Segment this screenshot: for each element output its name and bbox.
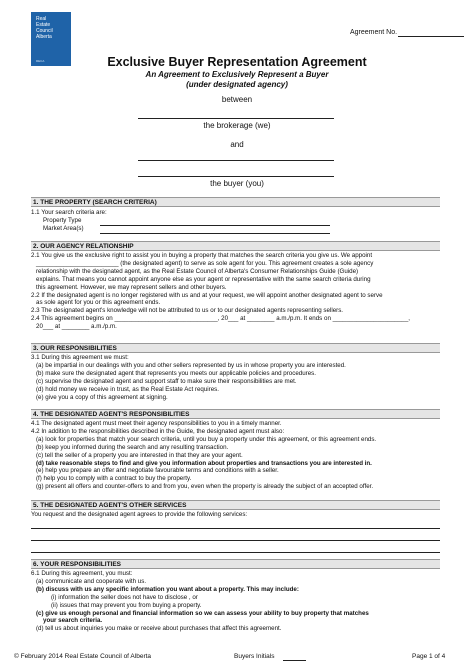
text-line: (c) supervise the designated agent and support staff to make sure their responsibilities are met. [36, 377, 297, 385]
buyers-initials-field[interactable] [283, 660, 306, 661]
agreement-no-field[interactable] [398, 36, 464, 37]
section-6-header: 6. YOUR RESPONSIBILITIES [31, 559, 440, 569]
logo-text [36, 16, 68, 40]
document-subtitle-2: (under designated agency) [186, 80, 288, 89]
text-line: (e) help you prepare an offer and negotiate favourable terms and conditions with a seller. [36, 467, 279, 475]
brokerage-field[interactable] [138, 118, 334, 119]
section-3-header: 3. OUR RESPONSIBILITIES [31, 343, 440, 353]
services-line-2[interactable] [31, 540, 440, 541]
text-line: (e) give you a copy of this agreement at signing. [36, 393, 168, 401]
document-subtitle: An Agreement to Exclusively Represent a Buyer [145, 70, 329, 79]
text-line: relationship with the designated agent, as the Real Estate Council of Alberta's Consumer Relationships Guide (Guide) [36, 267, 359, 275]
text-line: this agreement. However, we may represent sellers and other buyers. [36, 283, 227, 291]
between-label: between [221, 95, 253, 104]
text-line: (a) be impartial in our dealings with you and other sellers represented by us in whose property you are interested. [36, 361, 346, 369]
footer-copyright: © February 2014 Real Estate Council of Alberta [14, 653, 152, 660]
buyer-field-2[interactable] [138, 176, 334, 177]
section-4-header: 4. THE DESIGNATED AGENT'S RESPONSIBILITIES [31, 409, 440, 419]
logo-line: Estate [36, 22, 51, 28]
section-2-body [31, 252, 441, 331]
text-line: (b) make sure the designated agent that represents you meets our applicable policies and procedures. [36, 369, 316, 377]
text-line: (d) tell us about inquiries you make or receive about purchases that affect this agreement. [36, 625, 282, 633]
text-line: explains. That means you cannot appoint anyone else as your agent or representative with the same search criteria during [36, 275, 371, 283]
text-line: (d) take reasonable steps to find and give you information about properties and transactions you are interested in. [36, 459, 372, 467]
market-area-label: Market Area(s) [43, 224, 84, 232]
logo-line: Council [36, 28, 53, 34]
text-line: (ii) issues that may prevent you from buying a property. [51, 601, 202, 609]
text-line: (g) present all offers and counter-offers to and from you, even when the property is already the subject of an accepted offer. [36, 483, 374, 491]
section-6-body [31, 570, 441, 633]
text-line: (c) tell the seller of a property you are interested in that they are your agent. [36, 451, 243, 459]
document-title: Exclusive Buyer Representation Agreement [107, 55, 367, 69]
text-line: (a) communicate and cooperate with us. [36, 577, 147, 585]
section-2-header: 2. OUR AGENCY RELATIONSHIP [31, 241, 440, 251]
agreement-no-label: Agreement No. [350, 29, 398, 36]
services-line-1[interactable] [31, 528, 440, 529]
property-type-label: Property Type [43, 216, 82, 224]
text-line: as sole agent for you or this agreement ends. [36, 299, 161, 307]
services-line-3[interactable] [31, 552, 440, 553]
text-line: (f) help you to comply with a contract to buy the property. [36, 475, 192, 483]
section-1-header: 1. THE PROPERTY (SEARCH CRITERIA) [31, 197, 440, 207]
text-line: 3.1 During this agreement we must: [31, 354, 129, 361]
text-line: You request and the designated agent agrees to provide the following services: [31, 511, 248, 518]
text-line: 1.1 Your search criteria are: [31, 209, 107, 216]
section-4-body [31, 420, 441, 491]
and-label: and [230, 140, 244, 149]
text-line: 4.1 The designated agent must meet their agency responsibilities to you in a timely manner. [31, 420, 282, 427]
text-line: (a) look for properties that match your search criteria, until you buy a property under this agreement, or this agreement ends. [36, 435, 377, 443]
text-line: ________________________ (the designated agent) to serve as sole agent for you. This agreement creates a sole agency [36, 259, 374, 267]
text-line: 4.2 In addition to the responsibilities described in the Guide, the designated agent must also: [31, 427, 285, 435]
text-line: 20___ at ________ a.m./p.m. [36, 323, 117, 331]
brokerage-caption: the brokerage (we) [203, 121, 271, 130]
property-type-row [31, 217, 441, 225]
section-3-body [31, 354, 441, 401]
text-line: (d) hold money we receive in trust, as the Real Estate Act requires. [36, 385, 219, 393]
buyer-caption: the buyer (you) [210, 179, 264, 188]
text-line: (i) information the seller does not have to disclose , or [51, 593, 198, 601]
footer-buyers-initials: Buyers Initials [234, 653, 275, 660]
text-line: (b) discuss with us any specific information you want about a property. This may include: [36, 585, 299, 593]
logo-small-text: RECA [36, 59, 45, 63]
logo-line: Real [36, 16, 47, 22]
text-line: 2.1 You give us the exclusive right to assist you in buying a property that matches the search criteria you give us. We appoint [31, 252, 373, 259]
text-line: 2.4 This agreement begins on ______________________________, 20___ at ________ a.m./p.m. It ends on ______________________, [31, 315, 411, 323]
text-line: (c) give us enough personal and financial information so we can assess your ability to buy property that matches [36, 609, 369, 617]
property-type-field[interactable] [100, 225, 330, 226]
section-5-body [31, 511, 441, 519]
text-line: (b) keep you informed during the search and any resulting transaction. [36, 443, 229, 451]
buyer-field-1[interactable] [138, 160, 334, 161]
text-line: 6.1 During this agreement, you must: [31, 570, 133, 577]
market-area-field[interactable] [100, 233, 330, 234]
text-line: 2.3 The designated agent's knowledge will not be attributed to us or to our designated agents representing sellers. [31, 307, 344, 315]
footer-page-number: Page 1 of 4 [412, 653, 446, 660]
logo-line: Alberta [36, 34, 52, 40]
section-5-header: 5. THE DESIGNATED AGENT'S OTHER SERVICES [31, 500, 440, 510]
text-line: 2.2 If the designated agent is no longer registered with us and at your request, we will appoint another designated agent to serve [31, 291, 383, 299]
section-1-body [31, 209, 441, 233]
text-line: your search criteria. [43, 617, 103, 625]
